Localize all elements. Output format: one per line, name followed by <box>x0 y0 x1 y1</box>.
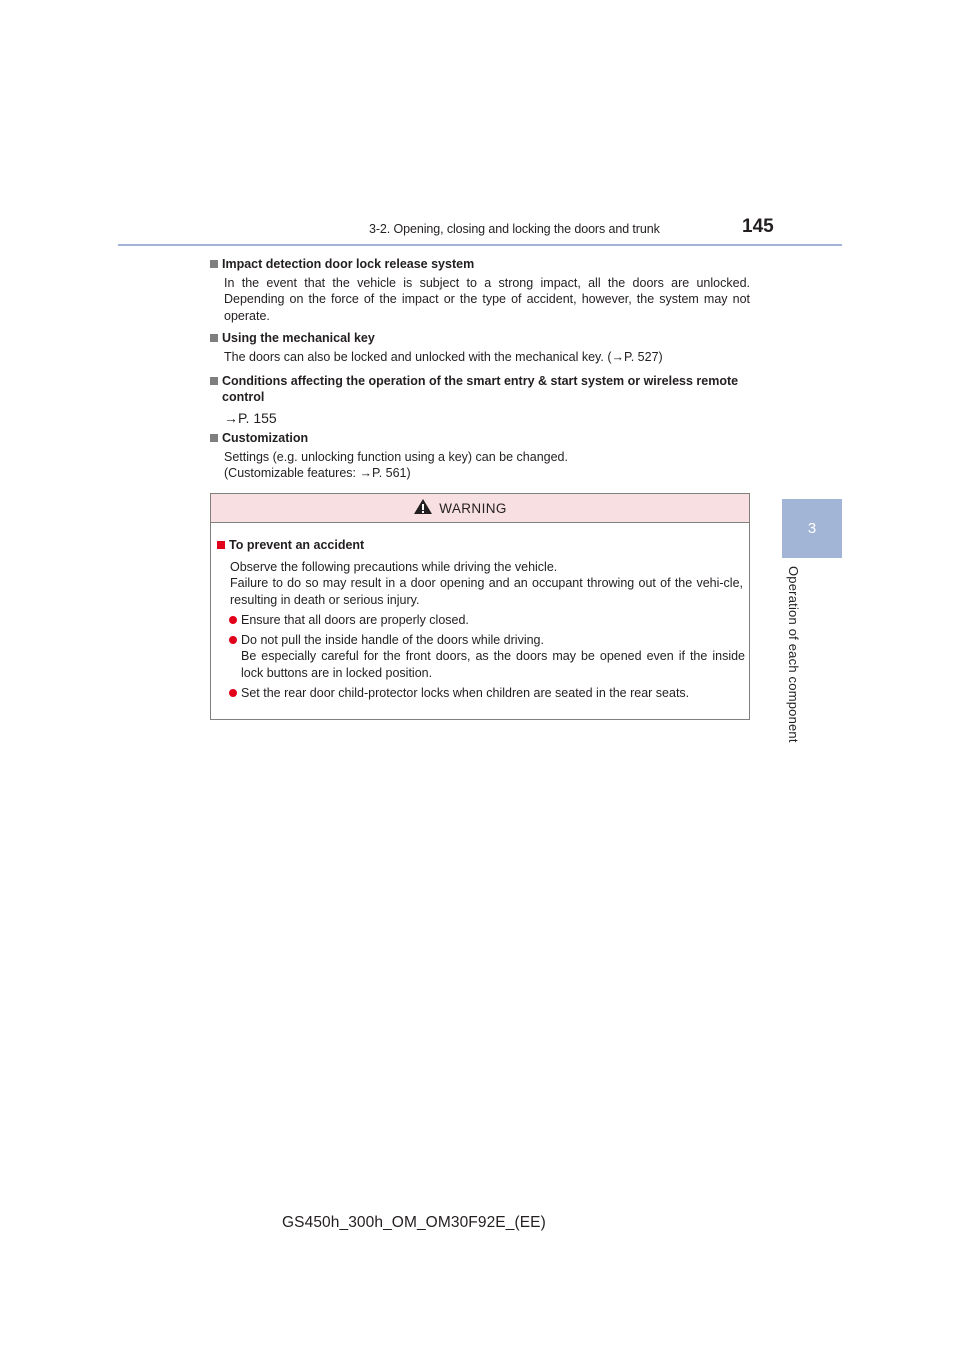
section-mechanical-key <box>210 331 750 365</box>
chapter-label: Operation of each component <box>786 566 801 743</box>
section-body-line: (Customizable features: →P. 561) <box>224 466 411 481</box>
warning-bullet: Set the rear door child-protector locks when children are seated in the rear seats. <box>229 685 745 701</box>
square-bullet-icon <box>210 334 218 342</box>
bullet-line: Be especially careful for the front doors, as the doors may be opened even if the inside lock buttons are in locked position. <box>241 649 745 680</box>
section-heading: Using the mechanical key <box>222 331 375 345</box>
bullet-dot-icon <box>229 616 237 624</box>
footer-code: GS450h_300h_OM_OM30F92E_(EE) <box>282 1214 546 1231</box>
warning-intro-line: Observe the following precautions while driving the vehicle. <box>230 560 558 574</box>
section-impact-detection <box>210 257 750 324</box>
warning-header <box>211 494 749 523</box>
chapter-number: 3 <box>807 520 817 537</box>
square-bullet-icon <box>210 260 218 268</box>
bullet-dot-icon <box>229 636 237 644</box>
square-bullet-icon <box>217 541 225 549</box>
bullet-line: Do not pull the inside handle of the doors while driving. <box>241 633 544 647</box>
header-title: 3-2. Opening, closing and locking the doors and trunk <box>369 222 660 236</box>
warning-box <box>210 493 750 720</box>
warning-bullet <box>229 632 745 681</box>
section-body: The doors can also be locked and unlocked with the mechanical key. (→P. 527) <box>224 350 663 364</box>
square-bullet-icon <box>210 434 218 442</box>
warning-triangle-icon <box>413 498 433 518</box>
section-body: In the event that the vehicle is subject to a strong impact, all the doors are unlocked. Depending on the force of the impact or the type of accident, however, the system may not operate. <box>224 276 750 323</box>
section-heading: Conditions affecting the operation of the smart entry & start system or wireless remote control <box>222 374 739 405</box>
section-body-line: Settings (e.g. unlocking function using a key) can be changed. <box>224 450 568 464</box>
bullet-dot-icon <box>229 689 237 697</box>
header-rule <box>118 244 842 246</box>
warning-heading: To prevent an accident <box>229 538 365 552</box>
chapter-tab <box>782 499 842 558</box>
warning-intro-line: Failure to do so may result in a door opening and an occupant throwing out of the vehi-cle, resulting in death or serious injury. <box>230 576 743 607</box>
page-number: 145 <box>742 216 774 237</box>
square-bullet-icon <box>210 377 218 385</box>
section-body: →P. 155 <box>224 409 277 426</box>
section-customization <box>210 431 750 482</box>
warning-bullet: Ensure that all doors are properly closed. <box>229 612 745 628</box>
warning-title: WARNING <box>439 500 507 516</box>
section-heading: Impact detection door lock release system <box>222 257 475 271</box>
section-smart-entry <box>210 373 750 426</box>
section-heading: Customization <box>222 431 309 445</box>
